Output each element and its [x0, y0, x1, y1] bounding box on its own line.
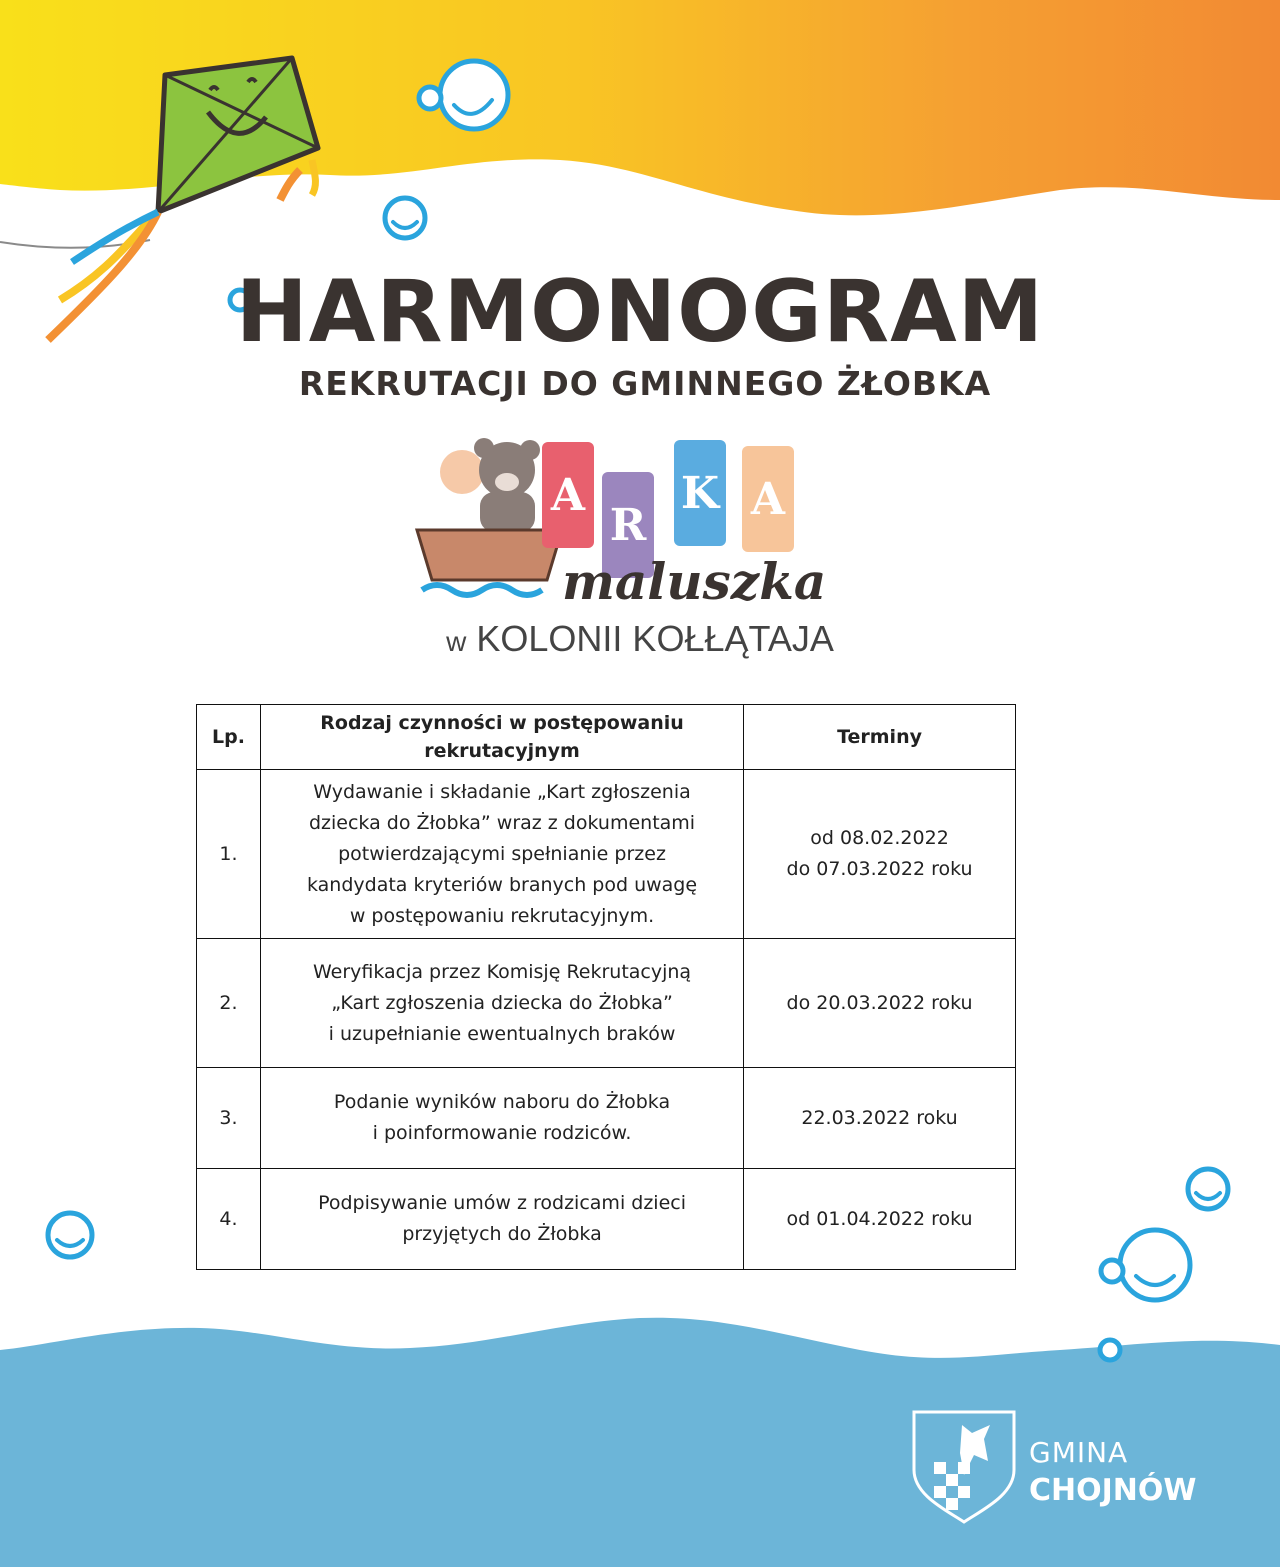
gmina-text: [1029, 1434, 1197, 1510]
row-lp: 1.: [197, 770, 261, 939]
gmina-line2: CHOJNÓW: [1029, 1473, 1197, 1508]
page-subtitle: REKRUTACJI DO GMINNEGO ŻŁOBKA: [298, 364, 992, 403]
row-lp: 3.: [197, 1068, 261, 1169]
logo-letter-r: R: [602, 472, 654, 578]
row-activity: Wydawanie i składanie „Kart zgłoszenia dziecka do Żłobka” wraz z dokumentami potwierdzającymi spełnianie przez kandydata kryteriów branych pod uwagę w postępowaniu rekrutacyjnym.: [260, 770, 743, 939]
table-row: [197, 1068, 1016, 1169]
header-activity: Rodzaj czynności w postępowaniu rekrutacyjnym: [260, 705, 743, 770]
logo-letter-a: A: [542, 442, 594, 548]
row-activity: Podpisywanie umów z rodzicami dzieci przyjętych do Żłobka: [260, 1169, 743, 1270]
row-lp: 4.: [197, 1169, 261, 1270]
row-terms: do 20.03.2022 roku: [744, 939, 1016, 1068]
row-activity: Weryfikacja przez Komisję Rekrutacyjną „Kart zgłoszenia dziecka do Żłobka” i uzupełnianie ewentualnych braków: [260, 939, 743, 1068]
row-activity: Podanie wyników naboru do Żłobka i poinformowanie rodziców.: [260, 1068, 743, 1169]
gmina-line1: GMINA: [1029, 1436, 1129, 1469]
page-title: HARMONOGRAM: [235, 262, 1045, 362]
schedule-table: [196, 704, 1016, 1270]
table-row: [197, 1169, 1016, 1270]
header-terms: Terminy: [744, 705, 1016, 770]
row-terms: od 01.04.2022 roku: [744, 1169, 1016, 1270]
location-prefix: w: [446, 626, 467, 657]
logo-letter-k: K: [674, 440, 726, 546]
row-terms: od 08.02.2022 do 07.03.2022 roku: [744, 770, 1016, 939]
table-row: [197, 770, 1016, 939]
logo-script: maluszka: [562, 552, 827, 611]
gmina-logo: [912, 1410, 1197, 1525]
arka-maluszka-logo: [412, 430, 827, 611]
row-lp: 2.: [197, 939, 261, 1068]
location-name: KOLONII KOŁŁĄTAJA: [476, 618, 834, 659]
row-terms: 22.03.2022 roku: [744, 1068, 1016, 1169]
header-lp: Lp.: [197, 705, 261, 770]
table-row: [197, 939, 1016, 1068]
location-line: [0, 618, 1280, 660]
logo-letter-a2: A: [742, 446, 794, 552]
teddy-boat-icon: [412, 430, 562, 610]
